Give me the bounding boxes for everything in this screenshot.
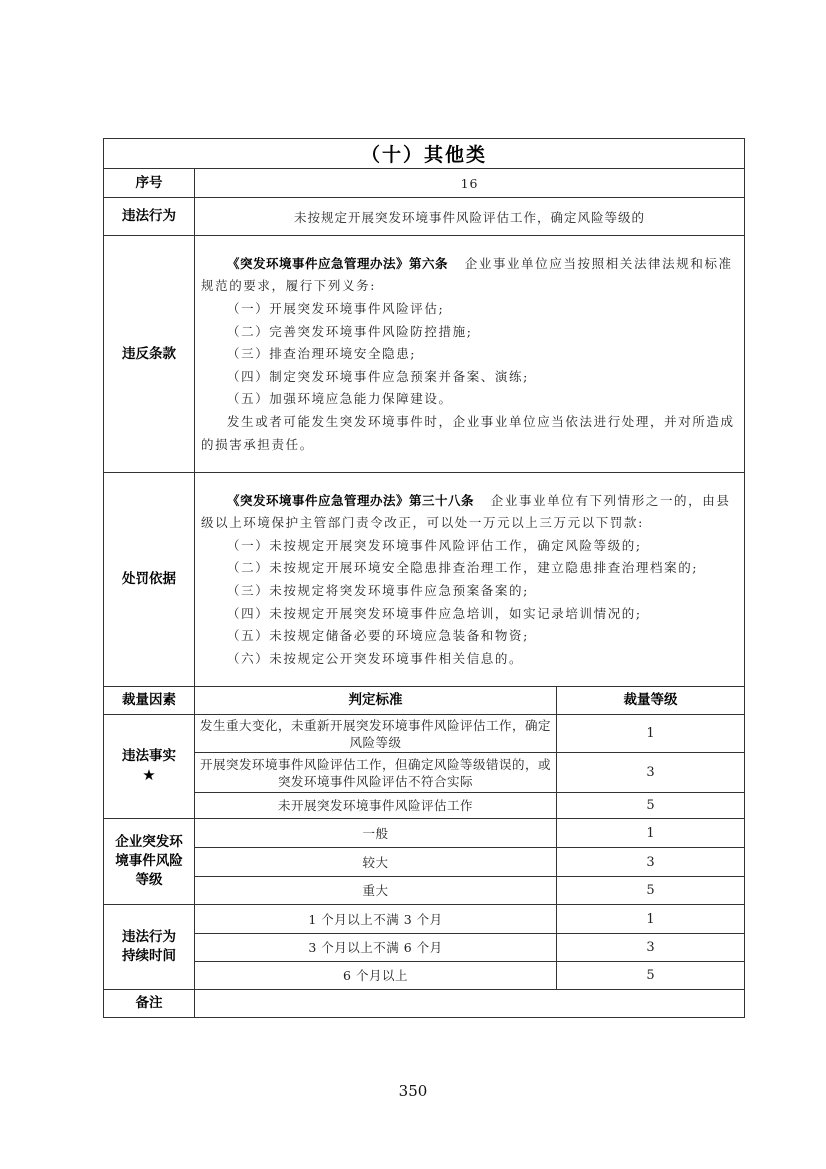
level-cell: 3 [557,848,745,877]
clause-item: （一）开展突发环境事件风险评估; [227,301,445,317]
law-reference: 《突发环境事件应急管理办法》第六条 [227,255,449,271]
basis-item: （六）未按规定公开突发环境事件相关信息的。 [227,650,524,666]
level-header: 裁量等级 [557,687,745,715]
criterion-cell: 未开展突发环境事件风险评估工作 [195,793,557,819]
criterion-cell: 一般 [195,819,557,848]
factor-row [104,877,745,905]
factor-row [104,905,745,934]
criterion-cell: 重大 [195,877,557,905]
criterion-cell: 发生重大变化，未重新开展突发环境事件风险评估工作，确定风险等级 [195,715,557,753]
factor-row [104,962,745,990]
clause-item: （四）制定突发环境事件应急预案并备案、演练; [227,368,529,384]
basis-item: （四）未按规定开展突发环境事件应急培训，如实记录培训情况的; [227,605,642,621]
clause-lead-text: 企业事业单位应当按照相关法律法规和标准规范的要求，履行下列义务: [201,255,733,294]
level-cell: 3 [557,753,745,793]
star-icon: ★ [142,766,156,784]
factor-row [104,753,745,793]
criterion-cell: 6 个月以上 [195,962,557,990]
level-cell: 5 [557,962,745,990]
factor-name: 违法行为持续时间 [104,905,195,990]
level-cell: 5 [557,793,745,819]
criterion-cell: 开展突发环境事件风险评估工作，但确定风险等级错误的，或突发环境事件风险评估不符合实际 [195,753,557,793]
violated-clause-row [104,236,745,473]
factor-row [104,715,745,753]
violation-label: 违法行为 [104,198,195,236]
factor-name-text: 违法事实 [122,748,176,764]
factor-row [104,819,745,848]
remarks-value [195,990,745,1018]
basis-item: （三）未按规定将突发环境事件应急预案备案的; [227,583,529,598]
criterion-header: 判定标准 [195,687,557,715]
penalty-basis-label: 处罚依据 [104,473,195,687]
criterion-cell: 1 个月以上不满 3 个月 [195,905,557,934]
clause-closing: 发生或者可能发生突发环境事件时，企业事业单位应当依法进行处理，并对所造成的损害承担责任。 [201,413,735,452]
basis-lead-text: 企业事业单位有下列情形之一的，由县级以上环境保护主管部门责令改正，可以处一万元以上三万元以下罚款: [201,492,731,531]
level-cell: 1 [557,715,745,753]
factor-row [104,934,745,962]
criterion-cell: 较大 [195,848,557,877]
factor-name: 企业突发环境事件风险等级 [104,819,195,905]
section-title: （十）其他类 [104,139,745,169]
law-reference: 《突发环境事件应急管理办法》第三十八条 [227,492,475,508]
violated-clause-label: 违反条款 [104,236,195,473]
factor-name [104,715,195,819]
violation-row [104,198,745,236]
level-cell: 1 [557,819,745,848]
penalty-discretion-table [103,138,745,1018]
clause-item: （三）排查治理环境安全隐患; [227,346,417,362]
level-cell: 3 [557,934,745,962]
penalty-basis-row [104,473,745,687]
level-cell: 5 [557,877,745,905]
factor-row [104,848,745,877]
factor-header: 裁量因素 [104,687,195,715]
page-number: 350 [398,1082,428,1100]
discretion-header-row [104,687,745,715]
clause-item: （五）加强环境应急能力保障建设。 [227,391,453,407]
level-cell: 1 [557,905,745,934]
factor-row [104,793,745,819]
clause-item: （二）完善突发环境事件风险防控措施; [227,323,473,339]
basis-item: （一）未按规定开展突发环境事件风险评估工作，确定风险等级的; [227,537,642,553]
basis-item: （五）未按规定储备必要的环境应急装备和物资; [227,628,529,644]
violated-clause-text [195,236,745,473]
remarks-row [104,990,745,1018]
basis-item: （二）未按规定开展环境安全隐患排查治理工作，建立隐患排查治理档案的; [227,560,699,576]
criterion-cell: 3 个月以上不满 6 个月 [195,934,557,962]
serial-row [104,169,745,198]
remarks-label: 备注 [104,990,195,1018]
penalty-basis-text [195,473,745,687]
serial-value: 16 [195,169,745,198]
violation-value: 未按规定开展突发环境事件风险评估工作，确定风险等级的 [195,198,745,236]
serial-label: 序号 [104,169,195,198]
